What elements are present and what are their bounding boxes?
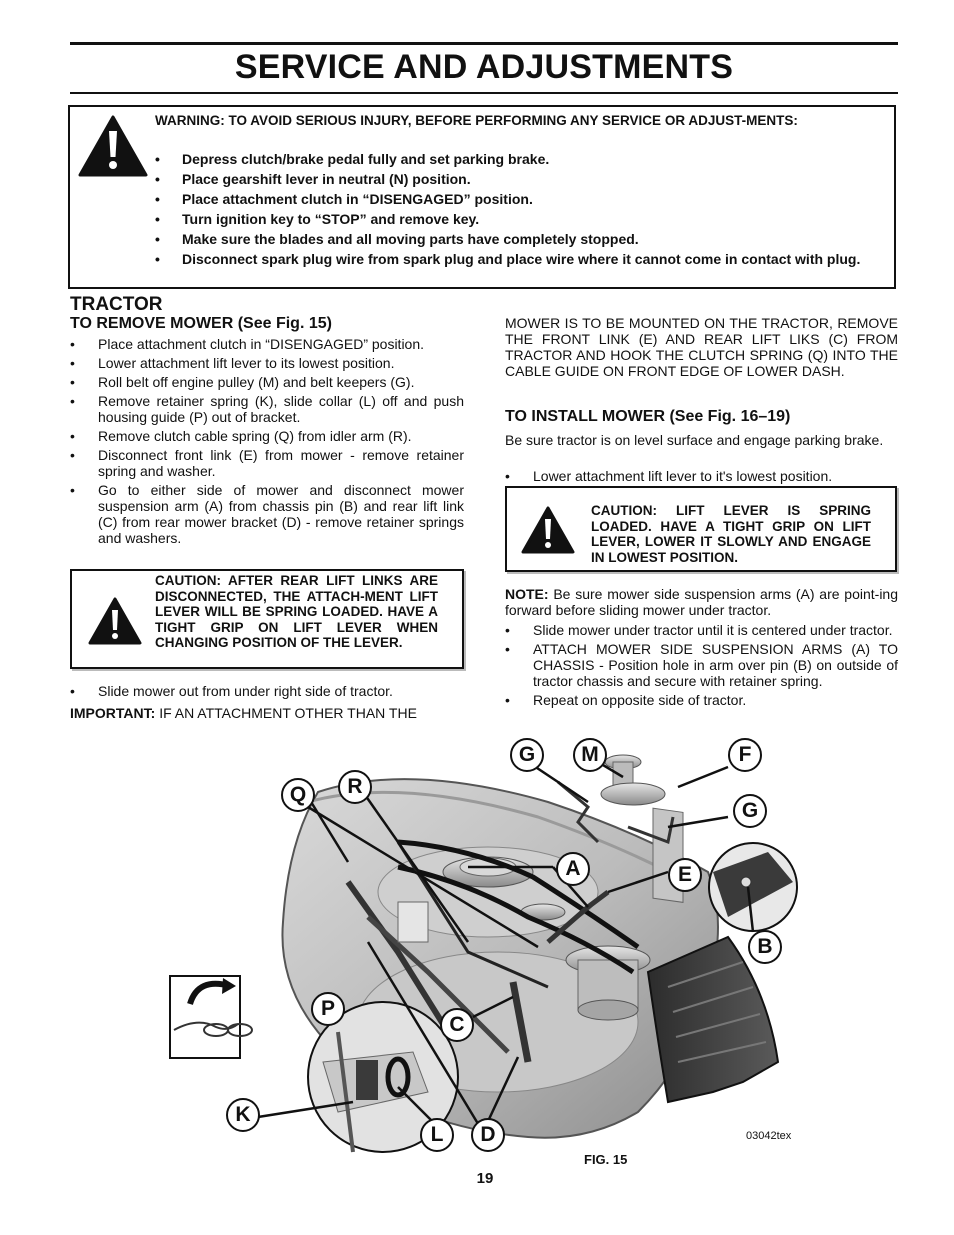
callout-g-right: G <box>733 794 767 828</box>
warning-item: • Depress clutch/brake pedal fully and set parking brake. <box>155 151 870 167</box>
mower-deck-illustration <box>168 732 808 1157</box>
callout-g-top: G <box>510 738 544 772</box>
warning-item: • Turn ignition key to “STOP” and remove key. <box>155 211 870 227</box>
callout-b: B <box>748 930 782 964</box>
warning-heading: WARNING: TO AVOID SERIOUS INJURY, BEFORE PERFORMING ANY SERVICE OR ADJUST-MENTS: <box>155 113 798 128</box>
subheading-remove-mower: TO REMOVE MOWER (See Fig. 15) <box>70 315 332 332</box>
install-note <box>505 586 898 618</box>
important-text: IF AN ATTACHMENT OTHER THAN THE <box>159 705 417 721</box>
callout-l: L <box>420 1118 454 1152</box>
caution-box-lift-lever <box>505 486 897 572</box>
warning-box <box>68 105 896 289</box>
caution-text: CAUTION: LIFT LEVER IS SPRING LOADED. HAVE A TIGHT GRIP ON LIFT LEVER, LOWER IT SLOWLY AND ENGAGE IN LOWEST POSITION. <box>591 503 871 565</box>
install-intro: Be sure tractor is on level surface and engage parking brake. <box>505 432 884 448</box>
list-item: • Remove retainer spring (K), slide collar (L) off and push housing guide (P) out of bracket. <box>70 393 464 425</box>
title-underline <box>70 92 898 94</box>
caution-box-lift-links <box>70 569 464 669</box>
list-item: • ATTACH MOWER SIDE SUSPENSION ARMS (A) TO CHASSIS - Position hole in arm over pin (B) on outside of tractor chassis and secure with retainer spring. <box>505 641 898 689</box>
remove-steps-list <box>70 336 464 549</box>
subheading-install-mower: TO INSTALL MOWER (See Fig. 16–19) <box>505 408 791 425</box>
callout-r: R <box>338 770 372 804</box>
list-item: • Lower attachment lift lever to its lowest position. <box>70 355 464 371</box>
install-step1-list <box>505 468 898 487</box>
important-continued: MOWER IS TO BE MOUNTED ON THE TRACTOR, REMOVE THE FRONT LINK (E) AND REAR LIFT LIKS (C) FROM TRACTOR AND HOOK THE CLUTCH SPRING (Q) INTO THE CABLE GUIDE ON FRONT EDGE OF LOWER DASH. <box>505 315 898 379</box>
callout-p: P <box>311 992 345 1026</box>
list-item: • Repeat on opposite side of tractor. <box>505 692 898 708</box>
list-item: • Remove clutch cable spring (Q) from idler arm (R). <box>70 428 464 444</box>
callout-c: C <box>440 1008 474 1042</box>
callout-k: K <box>226 1098 260 1132</box>
callout-a: A <box>556 852 590 886</box>
slide-out-list <box>70 683 464 702</box>
list-item: • Slide mower under tractor until it is centered under tractor. <box>505 622 898 638</box>
note-label: NOTE: <box>505 586 549 602</box>
figure-code: 03042tex <box>746 1130 792 1142</box>
list-item: • Lower attachment lift lever to it's lowest position. <box>505 468 898 484</box>
warning-item: • Disconnect spark plug wire from spark plug and place wire where it cannot come in contact with plug. <box>155 251 870 267</box>
list-item: • Go to either side of mower and disconnect mower suspension arm (A) from chassis pin (B) and rear lift link (C) from rear mower bracket (D) - remove retainer springs and washers. <box>70 482 464 546</box>
page-number: 19 <box>476 1170 494 1187</box>
top-rule <box>70 42 898 45</box>
callout-q: Q <box>281 778 315 812</box>
list-item: • Place attachment clutch in “DISENGAGED” position. <box>70 336 464 352</box>
warning-item: • Make sure the blades and all moving parts have completely stopped. <box>155 231 870 247</box>
warning-item: • Place attachment clutch in “DISENGAGED” position. <box>155 191 870 207</box>
list-item: • Roll belt off engine pulley (M) and belt keepers (G). <box>70 374 464 390</box>
callout-m: M <box>573 738 607 772</box>
callout-f: F <box>728 738 762 772</box>
note-text: Be sure mower side suspension arms (A) are point-ing forward before sliding mower under tractor. <box>505 586 899 618</box>
install-steps-list <box>505 622 898 711</box>
callout-d: D <box>471 1118 505 1152</box>
callout-e: E <box>668 858 702 892</box>
caution-text: CAUTION: AFTER REAR LIFT LINKS ARE DISCONNECTED, THE ATTACH-MENT LIFT LEVER WILL BE SPRING LOADED. HAVE A TIGHT GRIP ON LIFT LEVER WHEN CHANGING POSITION OF THE LEVER. <box>155 573 438 650</box>
page-title: SERVICE AND ADJUSTMENTS <box>234 48 734 86</box>
important-note <box>70 705 464 721</box>
list-item: • Slide mower out from under right side of tractor. <box>70 683 464 699</box>
important-label: IMPORTANT: <box>70 705 156 721</box>
section-heading-tractor: TRACTOR <box>70 294 163 315</box>
figure-caption: FIG. 15 <box>584 1152 628 1167</box>
warning-list <box>155 151 870 271</box>
list-item: • Disconnect front link (E) from mower - remove retainer spring and washer. <box>70 447 464 479</box>
mower-deck-figure <box>168 732 808 1157</box>
warning-item: • Place gearshift lever in neutral (N) position. <box>155 171 870 187</box>
